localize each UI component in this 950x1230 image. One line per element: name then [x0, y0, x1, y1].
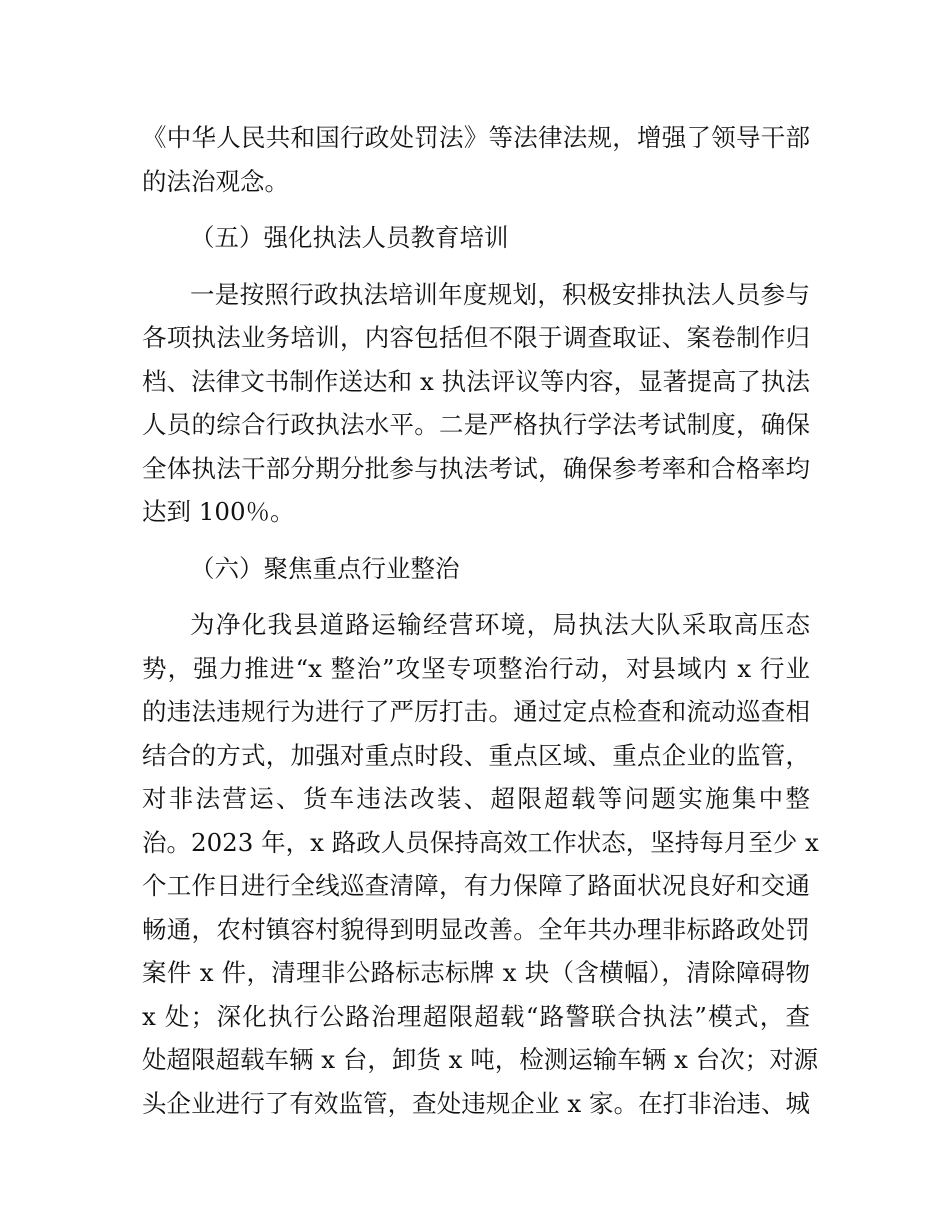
paragraph-line: 结合的方式，加强对重点时段、重点区域、重点企业的监管，	[142, 740, 810, 770]
section-heading: （五）强化执法人员教育培训	[190, 223, 509, 252]
paragraph-line: 畅通，农村镇容村貌得到明显改善。全年共办理非标路政处罚	[142, 914, 810, 944]
paragraph-line: 达到 100％。	[142, 497, 295, 526]
paragraph-line: 各项执法业务培训，内容包括但不限于调查取证、案卷制作归	[142, 323, 810, 352]
paragraph-line: 为净化我县道路运输经营环境，局执法大队采取高压态	[190, 610, 810, 639]
paragraph-line: 《中华人民共和国行政处罚法》等法律法规，增强了领导干部	[142, 123, 810, 152]
paragraph-line: 档、法律文书制作送达和 x 执法评议等内容，显著提高了执法	[142, 366, 810, 396]
document-body	[142, 116, 819, 1125]
paragraph-line: x 处；深化执行公路治理超限超载“路警联合执法”模式，查	[142, 1001, 810, 1031]
paragraph-line: 一是按照行政执法培训年度规划，积极安排执法人员参与	[190, 279, 810, 309]
paragraph-line: 对非法营运、货车违法改装、超限超载等问题实施集中整	[142, 784, 810, 813]
paragraph-line: 头企业进行了有效监管，查处违规企业 x 家。在打非治违、城	[142, 1088, 810, 1118]
paragraph-line: 处超限超载车辆 x 台，卸货 x 吨，检测运输车辆 x 台次；对源	[142, 1045, 819, 1074]
paragraph-line: 的法治观念。	[142, 166, 289, 196]
paragraph-line: 势，强力推进“x 整治”攻坚专项整治行动，对县域内 x 行业	[142, 653, 810, 683]
paragraph-line: 人员的综合行政执法水平。二是严格执行学法考试制度，确保	[142, 410, 810, 439]
paragraph-line: 的违法违规行为进行了严厉打击。通过定点检查和流动巡查相	[142, 697, 810, 726]
paragraph-line: 治。2023 年，x 路政人员保持高效工作状态，坚持每月至少 x	[142, 827, 819, 857]
section-heading: （六）聚焦重点行业整治	[190, 553, 460, 583]
paragraph-line: 个工作日进行全线巡查清障，有力保障了路面状况良好和交通	[142, 871, 810, 900]
paragraph-line: 全体执法干部分期分批参与执法考试，确保参考率和合格率均	[142, 453, 810, 483]
paragraph-line: 案件 x 件，清理非公路标志标牌 x 块（含横幅），清除障碍物	[142, 958, 810, 987]
